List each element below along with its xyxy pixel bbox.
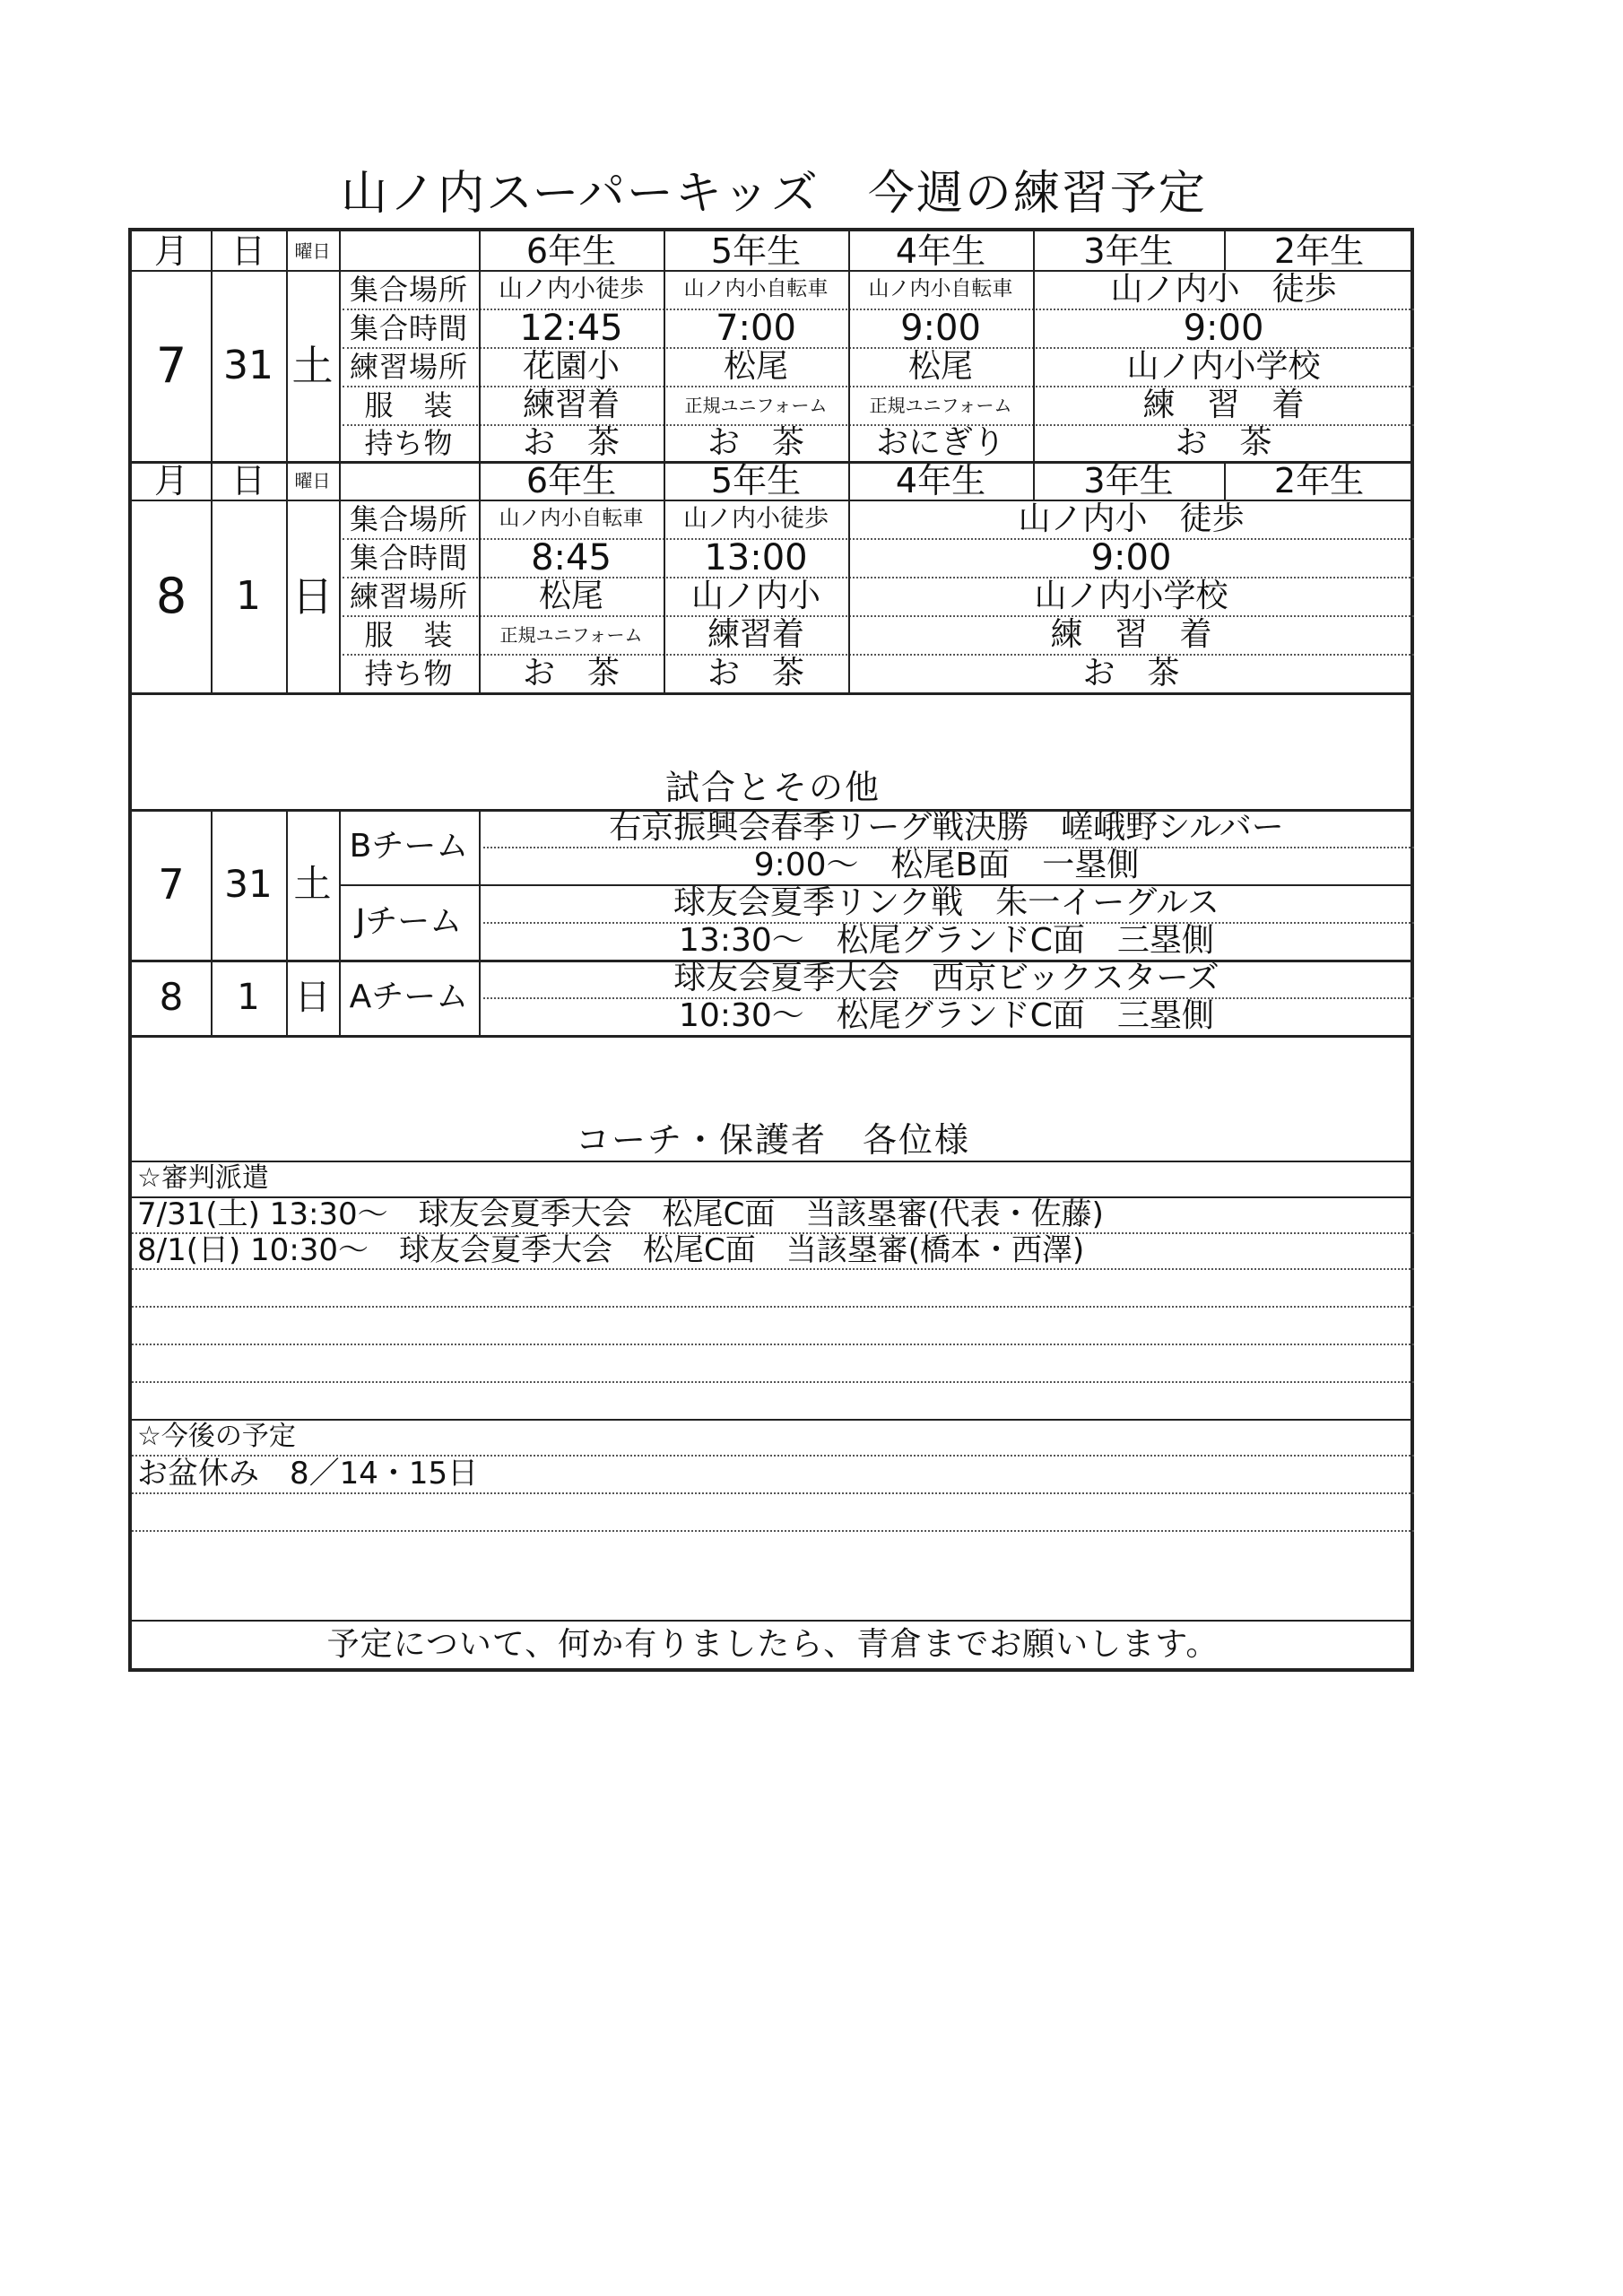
col-header-grade-3: 3年生 bbox=[1083, 231, 1174, 270]
practice-2-day: 1 bbox=[236, 572, 261, 619]
col-header-month: 月 bbox=[153, 231, 188, 270]
col-header-grade-5: 5年生 bbox=[710, 231, 802, 270]
umpire-line-2: 8/1(日) 10:30～ 球友会夏季大会 松尾C面 当該塁審(橋本・西澤) bbox=[137, 1232, 1085, 1268]
p1-g4-time: 9:00 bbox=[900, 309, 981, 347]
p2-g432-place: 山ノ内小 徒歩 bbox=[1018, 500, 1245, 537]
p1-g6-belongings: お 茶 bbox=[522, 424, 620, 461]
col-header-grade-4: 4年生 bbox=[895, 231, 986, 270]
p2-g5-place: 山ノ内小徒歩 bbox=[683, 505, 829, 533]
future-header: ☆今後の予定 bbox=[137, 1421, 296, 1452]
p1-g6-time: 12:45 bbox=[519, 309, 623, 347]
footer-note: 予定について、何か有りましたら、青倉までお願いします。 bbox=[326, 1626, 1219, 1663]
col-header-grade-3-2: 3年生 bbox=[1083, 461, 1174, 500]
p2-g5-belongings: お 茶 bbox=[707, 654, 804, 691]
p1-g6-place: 山ノ内小徒歩 bbox=[499, 275, 644, 303]
game-1-team-j-line2: 13:30～ 松尾グランドC面 三塁側 bbox=[679, 922, 1214, 959]
p1-g32-venue: 山ノ内小学校 bbox=[1126, 347, 1321, 385]
game-2-team-a-line1: 球友会夏季大会 西京ビックスターズ bbox=[673, 960, 1219, 996]
p2-g432-clothing: 練 習 着 bbox=[1050, 615, 1212, 653]
game-1-team-b: Bチーム bbox=[349, 828, 469, 865]
future-line-1: お盆休み 8／14・15日 bbox=[137, 1456, 479, 1492]
col-header-weekday-2: 曜日 bbox=[294, 469, 331, 491]
game-1-team-b-line1: 右京振興会春季リーグ戦決勝 嵯峨野シルバー bbox=[609, 809, 1284, 846]
game-1-day: 31 bbox=[224, 862, 273, 906]
game-2-team-a: Aチーム bbox=[349, 978, 469, 1015]
p2-g5-time: 13:00 bbox=[704, 538, 808, 577]
p1-g4-clothing: 正規ユニフォーム bbox=[869, 394, 1012, 416]
p1-g6-clothing: 練習着 bbox=[522, 386, 620, 423]
coach-title: コーチ・保護者 各位様 bbox=[575, 1120, 970, 1160]
game-1-weekday: 土 bbox=[293, 862, 332, 906]
col-header-weekday: 曜日 bbox=[294, 239, 331, 262]
p1-g5-venue: 松尾 bbox=[723, 347, 788, 385]
game-2-day: 1 bbox=[237, 977, 260, 1018]
row-label-clothing-2: 服 装 bbox=[364, 617, 454, 652]
p1-g6-venue: 花園小 bbox=[522, 347, 620, 385]
practice-1-month: 7 bbox=[155, 336, 187, 394]
row-label-meeting-place: 集合場所 bbox=[349, 272, 468, 307]
col-header-grade-4-2: 4年生 bbox=[895, 461, 986, 500]
col-header-grade-5-2: 5年生 bbox=[710, 461, 802, 500]
p1-g4-place: 山ノ内小自転車 bbox=[868, 277, 1013, 300]
game-2-team-a-line2: 10:30～ 松尾グランドC面 三塁側 bbox=[679, 997, 1214, 1034]
col-header-month-2: 月 bbox=[153, 461, 188, 500]
p1-g5-place: 山ノ内小自転車 bbox=[683, 277, 829, 300]
game-2-month: 8 bbox=[159, 975, 184, 1019]
row-label-meeting-time: 集合時間 bbox=[349, 310, 468, 345]
p2-g6-place: 山ノ内小自転車 bbox=[499, 507, 644, 530]
col-header-grade-6: 6年生 bbox=[525, 231, 617, 270]
p1-g4-belongings: おにぎり bbox=[875, 424, 1005, 461]
p2-g432-belongings: お 茶 bbox=[1082, 654, 1180, 691]
practice-1-day: 31 bbox=[223, 342, 273, 388]
row-label-practice-place-2: 練習場所 bbox=[349, 578, 468, 613]
game-1-team-b-line2: 9:00～ 松尾B面 一塁側 bbox=[753, 847, 1140, 883]
row-label-meeting-place-2: 集合場所 bbox=[349, 501, 468, 536]
row-label-clothing: 服 装 bbox=[364, 387, 454, 422]
umpire-line-1: 7/31(土) 13:30～ 球友会夏季大会 松尾C面 当該塁審(代表・佐藤) bbox=[137, 1196, 1104, 1232]
p1-g32-clothing: 練 習 着 bbox=[1142, 386, 1305, 423]
game-1-team-j: Jチーム bbox=[355, 903, 463, 940]
p2-g6-venue: 松尾 bbox=[538, 577, 603, 614]
game-2-weekday: 日 bbox=[294, 977, 331, 1018]
game-1-team-j-line1: 球友会夏季リンク戦 朱一イーグルス bbox=[673, 884, 1220, 921]
p1-g4-venue: 松尾 bbox=[907, 347, 973, 385]
umpire-header: ☆審判派遣 bbox=[137, 1162, 269, 1194]
game-1-month: 7 bbox=[158, 860, 185, 909]
p2-g5-venue: 山ノ内小 bbox=[690, 577, 820, 614]
p1-g5-time: 7:00 bbox=[716, 309, 796, 347]
col-header-grade-6-2: 6年生 bbox=[525, 461, 617, 500]
p2-g432-time: 9:00 bbox=[1090, 538, 1172, 577]
row-label-practice-place: 練習場所 bbox=[349, 349, 468, 384]
p2-g6-clothing: 正規ユニフォーム bbox=[499, 623, 643, 646]
page-title: 山ノ内スーパーキッズ 今週の練習予定 bbox=[341, 167, 1207, 221]
p1-g32-place: 山ノ内小 徒歩 bbox=[1110, 270, 1337, 308]
p1-g5-belongings: お 茶 bbox=[707, 424, 804, 461]
row-label-meeting-time-2: 集合時間 bbox=[349, 540, 468, 575]
col-header-grade-2-2: 2年生 bbox=[1273, 461, 1365, 500]
p2-g6-belongings: お 茶 bbox=[522, 654, 620, 691]
games-title: 試合とその他 bbox=[664, 768, 881, 807]
col-header-grade-2: 2年生 bbox=[1273, 231, 1365, 270]
row-label-belongings-2: 持ち物 bbox=[364, 656, 454, 691]
col-header-day-2: 日 bbox=[230, 461, 265, 500]
p1-g32-time: 9:00 bbox=[1183, 309, 1264, 347]
p1-g5-clothing: 正規ユニフォーム bbox=[684, 394, 828, 416]
row-label-belongings: 持ち物 bbox=[364, 425, 454, 460]
practice-2-month: 8 bbox=[155, 567, 187, 624]
col-header-day: 日 bbox=[230, 231, 265, 270]
schedule-sheet bbox=[128, 228, 1414, 1672]
practice-2-weekday: 日 bbox=[291, 571, 334, 621]
p1-g32-belongings: お 茶 bbox=[1175, 424, 1272, 461]
p2-g6-time: 8:45 bbox=[531, 538, 612, 577]
p2-g432-venue: 山ノ内小学校 bbox=[1034, 577, 1228, 614]
practice-1-weekday: 土 bbox=[291, 341, 334, 390]
p2-g5-clothing: 練習着 bbox=[707, 615, 804, 653]
